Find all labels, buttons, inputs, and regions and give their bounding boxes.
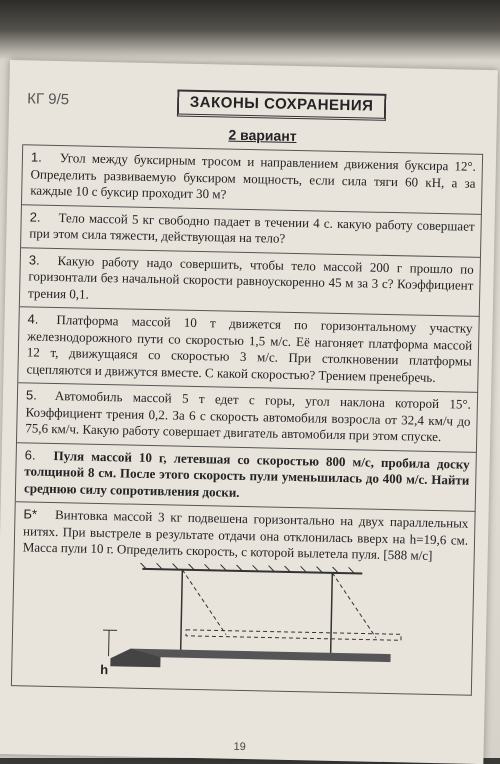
height-label: h [100, 662, 108, 677]
rifle-deflected-position [186, 629, 401, 640]
rifle-pendulum-diagram [20, 560, 462, 689]
problem-4 [18, 306, 479, 392]
problem-3 [20, 247, 481, 316]
rifle-pendulum-figure [20, 560, 467, 689]
problem-7 [12, 501, 476, 695]
ceiling-line [142, 568, 362, 573]
thread-right [331, 572, 333, 654]
variant-label: 2 вариант [228, 127, 296, 144]
problem-list [11, 144, 483, 695]
thread-left [181, 569, 183, 651]
problem-number: 2. [30, 209, 41, 224]
problem-number: 6. [25, 447, 36, 462]
problem-number: 3. [29, 252, 40, 267]
problem-number: 5. [26, 387, 37, 402]
page-number: 19 [0, 736, 484, 758]
problem-5 [17, 382, 478, 451]
worksheet-code: КГ 9/5 [27, 90, 69, 108]
problem-1 [22, 144, 483, 213]
problem-text: Какую работу надо совершить, чтобы тело массой 200 г прошло по горизонтали без начальной скорости равноускоренно 45 м за 3 с? Коэффициент трения 0,1. [28, 253, 474, 302]
problem-number: 4. [27, 311, 38, 326]
problem-6 [16, 442, 477, 511]
problem-text: Тело массой 5 кг свободно падает в течении 4 с. какую работу совершает при этом сила тяжести, действующая на тело? [29, 210, 475, 246]
page-title: ЗАКОНЫ СОХРАНЕНИЯ [177, 90, 387, 121]
problem-number: 1. [31, 149, 42, 164]
rifle-body [131, 648, 391, 661]
problem-text: Пуля массой 10 г, летевшая со скоростью 800 м/с, пробила доску толщиной 8 см. После этого скорость пули уменьшилась до 400 м/с. Найти среднюю силу сопротивления доски. [24, 448, 470, 500]
height-arrow [109, 630, 110, 656]
thread-left-deflected [181, 569, 227, 634]
thread-right-deflected [331, 572, 377, 637]
problem-number: Б* [23, 506, 37, 521]
worksheet-page [0, 60, 498, 764]
problem-text: Винтовка массой 3 кг подвешена горизонтально на двух параллельных нитях. При выстреле в результате отдачи она отклонилась вверх на h=19,6 см. Масса пули 10 г. Определить скорость, с которой вылетела пуля. [588 м/с] [23, 507, 469, 563]
problem-text: Автомобиль массой 5 т едет с горы, угол наклона которой 15°. Коэффициент трения 0,2. За 6 с скорость автомобиля возросла от 32,4 км/ч до 75,6 км/ч. Какую работу совершает двигатель автомобиля при этом спуске. [25, 388, 471, 444]
problem-text: Угол между буксирным тросом и направлением движения буксира 12°. Определить развиваемую буксиром мощность, если сила тяги 60 кН, а за каждые 10 с буксир проходит 30 м? [30, 150, 476, 201]
problem-text: Платформа массой 10 т движется по горизонтальному участку железнодорожного пути со скоростью 1,5 м/с. Её нагоняет платформа массой 12 т, движущаяся со скоростью 3 м/с. При столкновении платформы сцепляются и движутся вместе. С какой скоростью? Трением пренебречь. [26, 312, 472, 384]
